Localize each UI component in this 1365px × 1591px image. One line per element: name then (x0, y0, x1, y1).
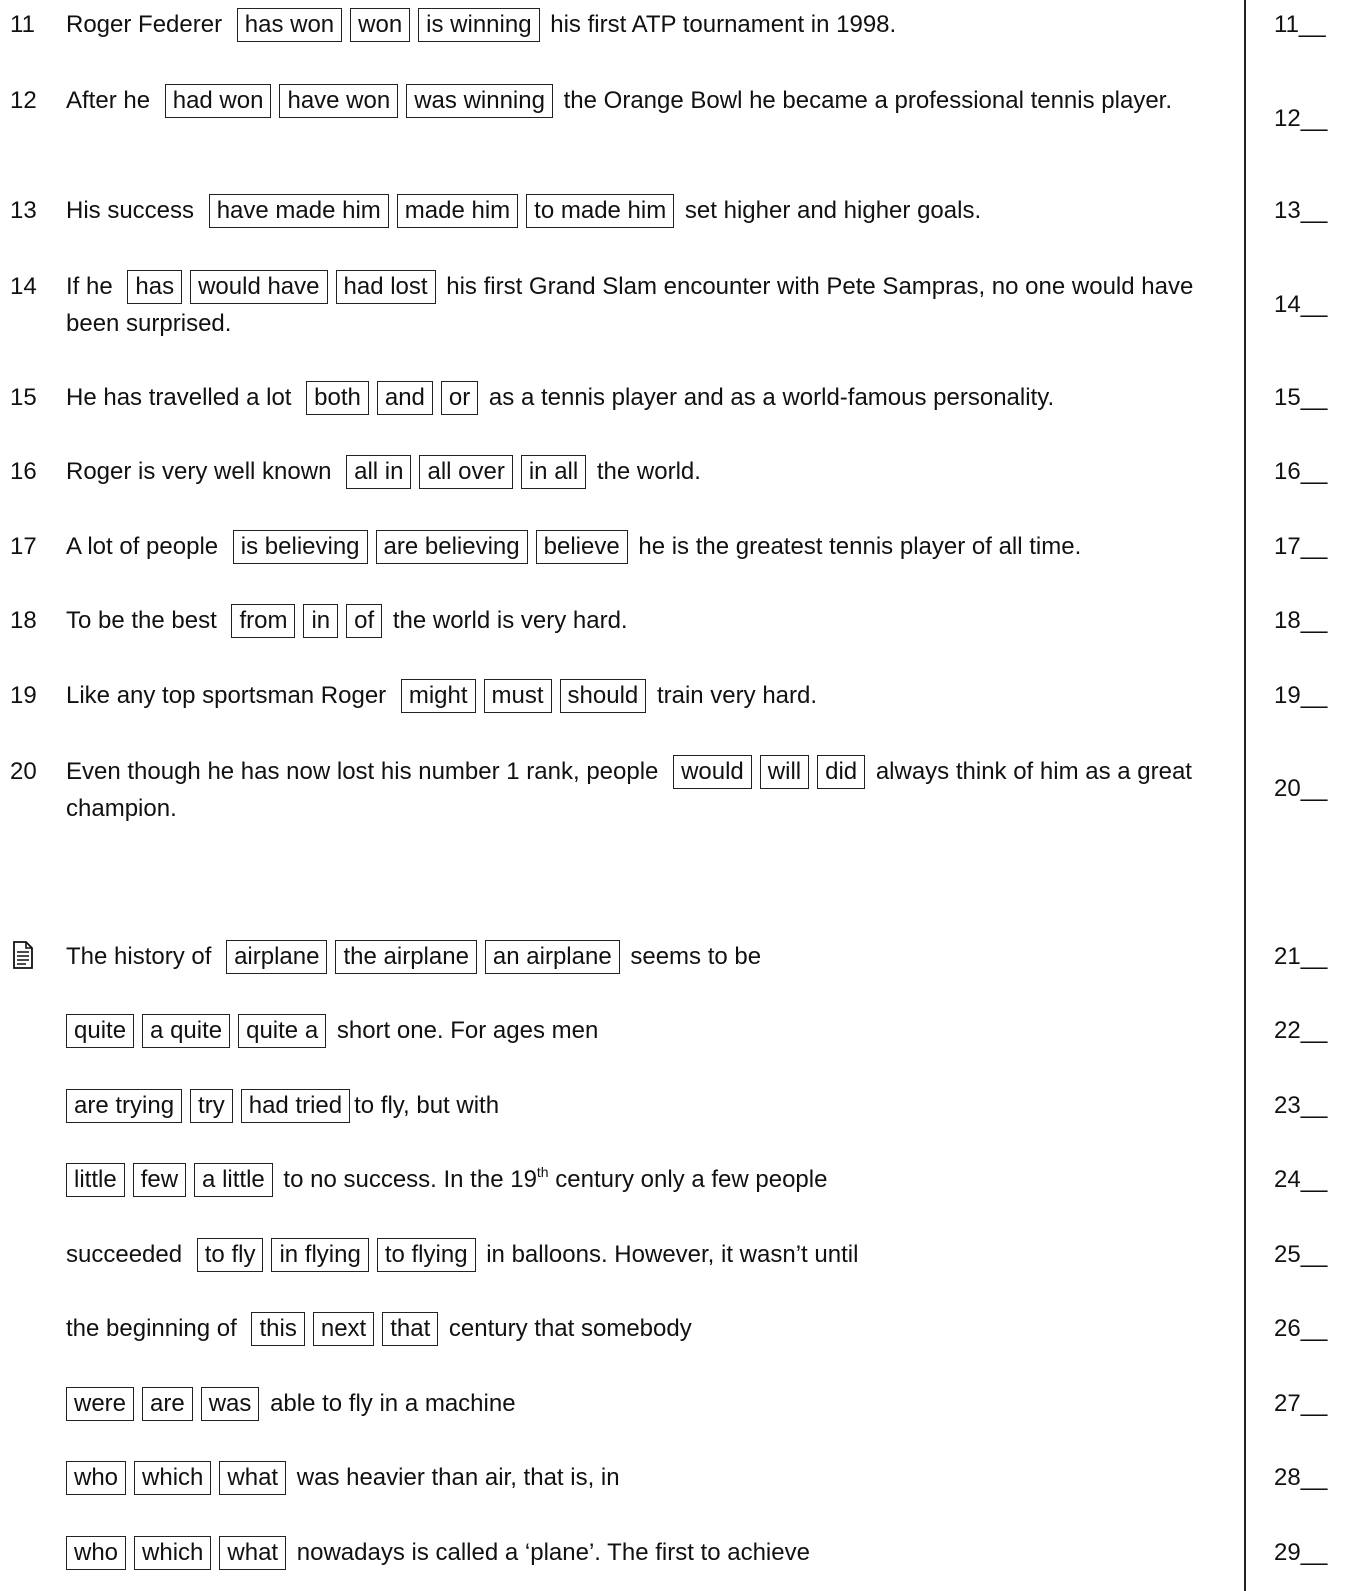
option-a[interactable]: to fly (197, 1238, 264, 1272)
option-b[interactable]: which (134, 1536, 211, 1570)
option-c[interactable]: had lost (336, 270, 436, 304)
question-suffix: his first Grand Slam encounter with Pete Sampras, no one (446, 273, 1066, 300)
answer-blank-11[interactable]: 11__ (1274, 11, 1326, 38)
question-text (66, 677, 1231, 714)
option-a[interactable]: airplane (226, 940, 327, 974)
question-number: 18 (10, 607, 37, 634)
option-a[interactable]: from (231, 604, 295, 638)
answer-column-divider (1244, 0, 1246, 1591)
answer-blank-13[interactable]: 13__ (1274, 197, 1328, 224)
question-prefix: A lot of people (66, 533, 219, 560)
question-suffix: the Orange Bowl he became a professional tennis (563, 87, 1095, 114)
passage-suffix-cont: century only a few people (555, 1166, 828, 1193)
question-text (66, 753, 1231, 827)
question-number: 16 (10, 458, 37, 485)
answer-blank-14[interactable]: 14__ (1274, 291, 1328, 318)
answer-blank-27[interactable]: 27__ (1274, 1390, 1328, 1417)
passage-text (66, 1087, 1231, 1124)
option-b[interactable]: would have (190, 270, 327, 304)
option-c[interactable]: what (219, 1536, 286, 1570)
question-prefix: To be the best (66, 607, 217, 634)
question-prefix: His success (66, 197, 195, 224)
option-c[interactable]: to flying (377, 1238, 476, 1272)
question-text (66, 6, 1231, 43)
passage-suffix: in balloons. However, it wasn’t until (486, 1241, 859, 1268)
question-text (66, 192, 1231, 229)
option-b[interactable]: which (134, 1461, 211, 1495)
option-b[interactable]: and (377, 381, 433, 415)
answer-blank-15[interactable]: 15__ (1274, 384, 1328, 411)
option-a[interactable]: have made him (209, 194, 389, 228)
option-a[interactable]: quite (66, 1014, 134, 1048)
option-a[interactable]: who (66, 1461, 126, 1495)
question-prefix: If he (66, 273, 113, 300)
answer-blank-26[interactable]: 26__ (1274, 1315, 1328, 1342)
answer-blank-16[interactable]: 16__ (1274, 458, 1328, 485)
passage-suffix: century that somebody (448, 1315, 692, 1342)
answer-blank-18[interactable]: 18__ (1274, 607, 1328, 634)
option-c[interactable]: did (817, 755, 865, 789)
passage-text (66, 1385, 1231, 1422)
question-suffix-cont: would have been surprised. (66, 273, 1194, 337)
option-b[interactable]: in flying (271, 1238, 368, 1272)
option-b[interactable]: try (190, 1089, 233, 1123)
option-a[interactable]: all in (346, 455, 411, 489)
answer-blank-25[interactable]: 25__ (1274, 1241, 1328, 1268)
option-a[interactable]: might (401, 679, 476, 713)
passage-suffix: nowadays is called a ‘plane’. The first to achieve (296, 1539, 810, 1566)
question-number: 13 (10, 197, 37, 224)
option-a[interactable]: is believing (233, 530, 368, 564)
option-c[interactable]: had tried (241, 1089, 350, 1123)
option-a[interactable]: had won (165, 84, 272, 118)
question-suffix: the world is very hard. (392, 607, 628, 634)
passage-text (66, 1161, 1231, 1198)
question-prefix: Like any top sportsman Roger (66, 682, 387, 709)
option-a[interactable]: little (66, 1163, 125, 1197)
passage-prefix: The history of (66, 943, 212, 970)
passage-text (66, 1459, 1231, 1496)
question-suffix: always think of him as (875, 758, 1111, 785)
passage-prefix: the beginning of (66, 1315, 237, 1342)
question-suffix-cont: player. (1101, 87, 1173, 114)
passage-prefix: succeeded (66, 1241, 183, 1268)
option-b[interactable]: all over (419, 455, 512, 489)
answer-blank-12[interactable]: 12__ (1274, 105, 1328, 132)
option-c[interactable]: or (441, 381, 478, 415)
passage-text (66, 1534, 1231, 1571)
passage-suffix: was heavier than air, that is, in (296, 1464, 620, 1491)
question-number: 17 (10, 533, 37, 560)
question-suffix: train very hard. (656, 682, 818, 709)
option-a[interactable]: are trying (66, 1089, 182, 1123)
question-text (66, 268, 1231, 342)
question-prefix: Roger Federer (66, 11, 223, 38)
option-b[interactable]: a quite (142, 1014, 230, 1048)
question-prefix: Even though he has now lost his number 1 rank, people (66, 758, 659, 785)
option-a[interactable]: were (66, 1387, 134, 1421)
answer-blank-29[interactable]: 29__ (1274, 1539, 1328, 1566)
passage-text (66, 1236, 1231, 1273)
answer-blank-20[interactable]: 20__ (1274, 775, 1328, 802)
option-a[interactable]: who (66, 1536, 126, 1570)
question-prefix: After he (66, 87, 151, 114)
passage-text (66, 1310, 1231, 1347)
option-c[interactable]: was winning (406, 84, 553, 118)
question-number: 19 (10, 682, 37, 709)
option-c[interactable]: quite a (238, 1014, 326, 1048)
passage-suffix: to fly, but with (354, 1092, 500, 1119)
question-prefix: He has travelled a lot (66, 384, 292, 411)
question-text (66, 528, 1231, 565)
question-text (66, 379, 1231, 416)
question-number: 20 (10, 758, 37, 785)
option-c[interactable]: of (346, 604, 382, 638)
ordinal-superscript: th (536, 1164, 549, 1180)
question-number: 12 (10, 87, 37, 114)
option-b[interactable]: made him (397, 194, 518, 228)
answer-blank-21[interactable]: 21__ (1274, 943, 1328, 970)
option-c[interactable]: that (382, 1312, 438, 1346)
question-suffix-cont: a great champion. (66, 758, 1192, 822)
document-icon (12, 941, 34, 969)
question-number: 11 (10, 11, 35, 38)
option-b[interactable]: will (760, 755, 809, 789)
option-a[interactable]: would (673, 755, 752, 789)
answer-blank-17[interactable]: 17__ (1274, 533, 1328, 560)
question-suffix: the world. (596, 458, 701, 485)
option-b[interactable]: must (484, 679, 552, 713)
question-number: 15 (10, 384, 37, 411)
passage-text (66, 1012, 1231, 1049)
option-b[interactable]: in (303, 604, 338, 638)
option-a[interactable]: has (127, 270, 182, 304)
answer-blank-19[interactable]: 19__ (1274, 682, 1328, 709)
option-b[interactable]: are (142, 1387, 193, 1421)
answer-blank-22[interactable]: 22__ (1274, 1017, 1328, 1044)
question-suffix: his first ATP tournament in 1998. (550, 11, 897, 38)
passage-suffix: short one. For ages men (336, 1017, 599, 1044)
question-text (66, 602, 1231, 639)
option-c[interactable]: what (219, 1461, 286, 1495)
option-a[interactable]: this (251, 1312, 304, 1346)
option-b[interactable]: the airplane (335, 940, 476, 974)
option-b[interactable]: few (133, 1163, 186, 1197)
question-suffix: he is the greatest tennis player of all time. (638, 533, 1082, 560)
answer-blank-23[interactable]: 23__ (1274, 1092, 1328, 1119)
option-b[interactable]: have won (279, 84, 398, 118)
question-text (66, 82, 1231, 119)
passage-suffix: seems to be (630, 943, 762, 970)
question-suffix: as a tennis player and as a world-famous personality. (488, 384, 1055, 411)
option-c[interactable]: is winning (418, 8, 539, 42)
option-a[interactable]: has won (237, 8, 342, 42)
option-c[interactable]: a little (194, 1163, 273, 1197)
question-text (66, 453, 1231, 490)
option-b[interactable]: next (313, 1312, 374, 1346)
question-suffix: set higher and higher goals. (684, 197, 982, 224)
answer-blank-24[interactable]: 24__ (1274, 1166, 1328, 1193)
option-c[interactable]: in all (521, 455, 586, 489)
option-a[interactable]: both (306, 381, 369, 415)
option-b[interactable]: are believing (376, 530, 528, 564)
passage-suffix: able to fly in a machine (270, 1390, 516, 1417)
option-c[interactable]: an airplane (485, 940, 620, 974)
question-prefix: Roger is very well known (66, 458, 332, 485)
answer-blank-28[interactable]: 28__ (1274, 1464, 1328, 1491)
option-c[interactable]: should (560, 679, 647, 713)
option-c[interactable]: was (201, 1387, 260, 1421)
question-number: 14 (10, 273, 37, 300)
passage-text (66, 938, 1231, 975)
option-c[interactable]: believe (536, 530, 628, 564)
option-c[interactable]: to made him (526, 194, 674, 228)
option-b[interactable]: won (350, 8, 410, 42)
passage-suffix: to no success. In the 19 (283, 1166, 537, 1193)
